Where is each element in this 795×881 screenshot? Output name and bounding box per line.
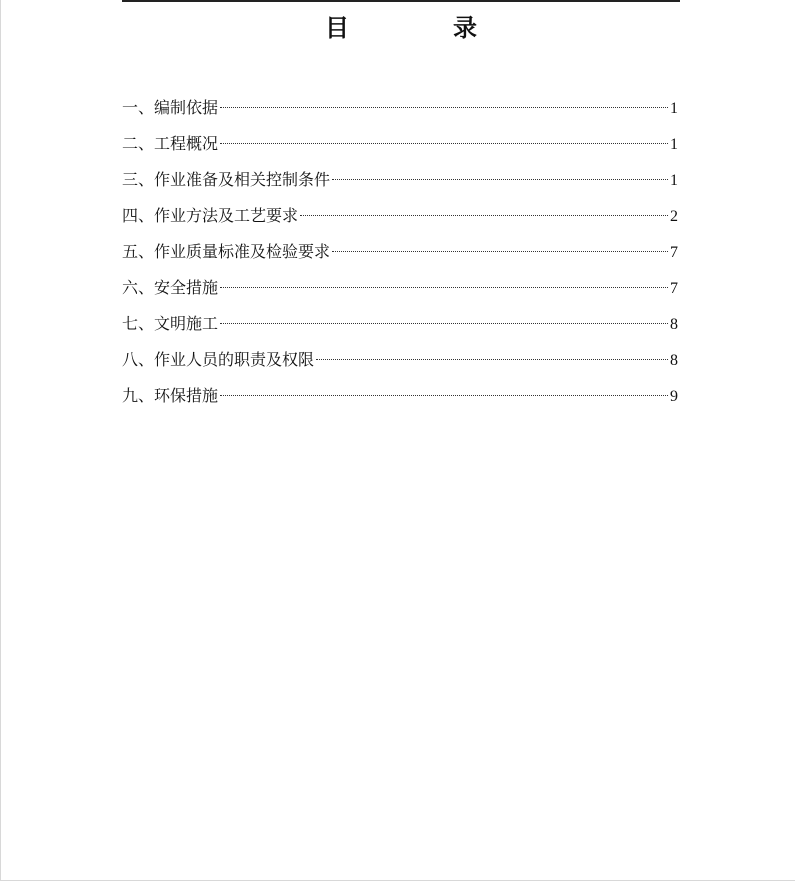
toc-dot-leader xyxy=(220,287,668,288)
toc-dot-leader xyxy=(300,215,668,216)
toc-entry-label: 二、工程概况 xyxy=(122,134,219,153)
toc-entry-label: 五、作业质量标准及检验要求 xyxy=(122,242,331,261)
toc-entry-page: 1 xyxy=(670,136,678,153)
top-rule xyxy=(122,0,680,2)
toc-entry-label: 七、文明施工 xyxy=(122,314,219,333)
toc-dot-leader xyxy=(220,395,668,396)
toc-entry-page: 7 xyxy=(670,280,678,297)
toc-dot-leader xyxy=(332,251,668,252)
toc-entry[interactable] xyxy=(122,382,678,418)
toc-entry-label: 三、作业准备及相关控制条件 xyxy=(122,170,331,189)
toc-entry-page: 9 xyxy=(670,388,678,405)
toc-entry[interactable] xyxy=(122,166,678,202)
toc-entry[interactable] xyxy=(122,238,678,274)
toc-dot-leader xyxy=(220,143,668,144)
toc-entry[interactable] xyxy=(122,310,678,346)
toc-dot-leader xyxy=(220,107,668,108)
toc-entry-label: 四、作业方法及工艺要求 xyxy=(122,206,299,225)
toc-entry-page: 8 xyxy=(670,316,678,333)
toc-dot-leader xyxy=(316,359,668,360)
toc-entry[interactable] xyxy=(122,202,678,238)
toc-entry-page: 1 xyxy=(670,100,678,117)
toc-title: 目 录 xyxy=(325,13,517,42)
toc-list xyxy=(122,94,678,418)
toc-entry-label: 九、环保措施 xyxy=(122,386,219,405)
toc-entry-label: 一、编制依据 xyxy=(122,98,219,117)
toc-entry-page: 8 xyxy=(670,352,678,369)
toc-entry-page: 1 xyxy=(670,172,678,189)
toc-entry-page: 7 xyxy=(670,244,678,261)
toc-entry[interactable] xyxy=(122,346,678,382)
toc-entry[interactable] xyxy=(122,274,678,310)
toc-entry-label: 六、安全措施 xyxy=(122,278,219,297)
toc-dot-leader xyxy=(220,323,668,324)
toc-entry[interactable] xyxy=(122,94,678,130)
toc-entry-label: 八、作业人员的职责及权限 xyxy=(122,350,315,369)
toc-dot-leader xyxy=(332,179,668,180)
toc-entry[interactable] xyxy=(122,130,678,166)
toc-entry-page: 2 xyxy=(670,208,678,225)
